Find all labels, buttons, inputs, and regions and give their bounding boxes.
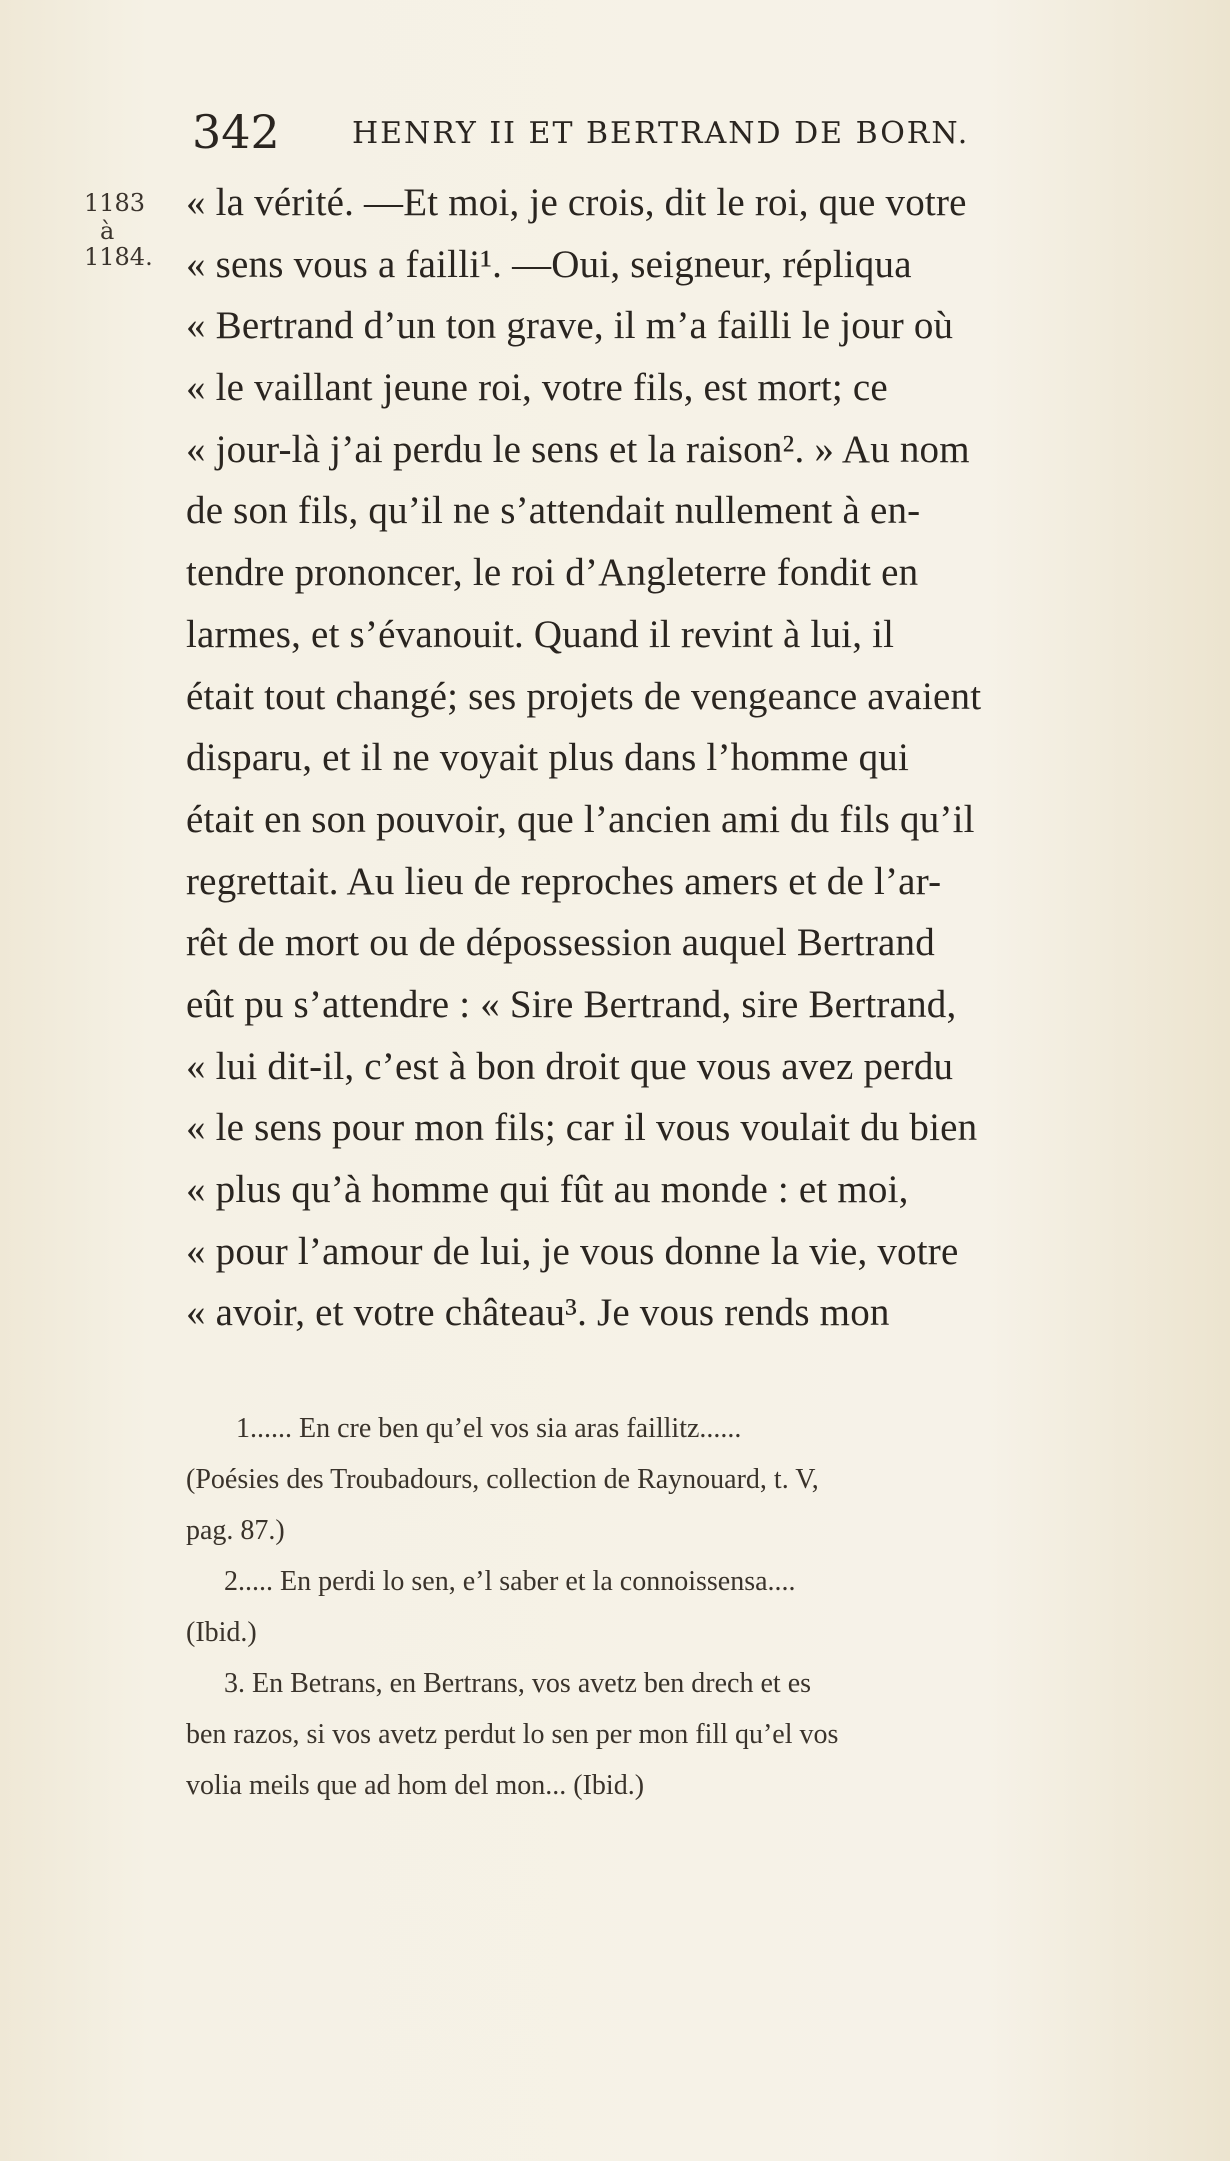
text-line: « jour-là j’ai perdu le sens et la raison². » Au nom [186, 427, 970, 471]
text-line: « la vérité. —Et moi, je crois, dit le roi, que votre [186, 181, 967, 224]
text-line: « sens vous a failli¹. —Oui, seigneur, répliqua [186, 242, 912, 286]
page-number: 342 [192, 105, 280, 159]
footnote-line: pag. 87.) [186, 1515, 285, 1546]
text-line: tendre prononcer, le roi d’Angleterre fondit en [186, 551, 919, 595]
running-title: HENRY II ET BERTRAND DE BORN. [352, 116, 970, 151]
running-head [192, 102, 1012, 162]
body-text [186, 172, 1156, 1344]
text-line: eût pu s’attendre : « Sire Bertrand, sire Bertrand, [186, 982, 957, 1026]
text-line: regrettait. Au lieu de reproches amers et de l’ar- [186, 859, 942, 903]
text-line: « le vaillant jeune roi, votre fils, est mort; ce [186, 366, 888, 410]
margin-year-end: 1184. [84, 243, 153, 271]
text-line: « pour l’amour de lui, je vous donne la vie, votre [186, 1229, 959, 1273]
margin-year-start: 1183 [84, 189, 146, 217]
text-line: larmes, et s’évanouit. Quand il revint à lui, il [186, 612, 895, 656]
text-line: « plus qu’à homme qui fût au monde : et moi, [186, 1168, 909, 1211]
text-line: disparu, et il ne voyait plus dans l’homme qui [186, 736, 910, 780]
text-line: était tout changé; ses projets de vengeance avaient [186, 674, 982, 718]
footnote-line: 3. En Betrans, en Bertrans, vos avetz ben drech et es [224, 1668, 812, 1699]
text-line: rêt de mort ou de dépossession auquel Bertrand [186, 921, 935, 965]
footnote-line: ben razos, si vos avetz perdut lo sen per mon fill qu’el vos [186, 1719, 839, 1750]
footnotes [186, 1403, 1166, 1811]
footnote-line: 2..... En perdi lo sen, e’l saber et la connoissensa.... [224, 1566, 796, 1597]
text-line: « lui dit-il, c’est à bon droit que vous avez perdu [186, 1044, 954, 1088]
footnote-line: 1...... En cre ben qu’el vos sia aras faillitz...... [236, 1413, 742, 1444]
text-line: de son fils, qu’il ne s’attendait nullement à en- [186, 489, 921, 533]
footnote-line: (Ibid.) [186, 1617, 257, 1648]
footnote-line: volia meils que ad hom del mon... (Ibid.) [186, 1770, 645, 1801]
text-line: « Bertrand d’un ton grave, il m’a failli le jour où [186, 304, 954, 348]
text-line: était en son pouvoir, que l’ancien ami du fils qu’il [186, 797, 975, 841]
text-line: « avoir, et votre château³. Je vous rends mon [186, 1291, 890, 1335]
footnote-line: (Poésies des Troubadours, collection de Raynouard, t. V, [186, 1464, 819, 1495]
text-line: « le sens pour mon fils; car il vous voulait du bien [186, 1106, 978, 1150]
margin-connector: à [100, 217, 115, 245]
